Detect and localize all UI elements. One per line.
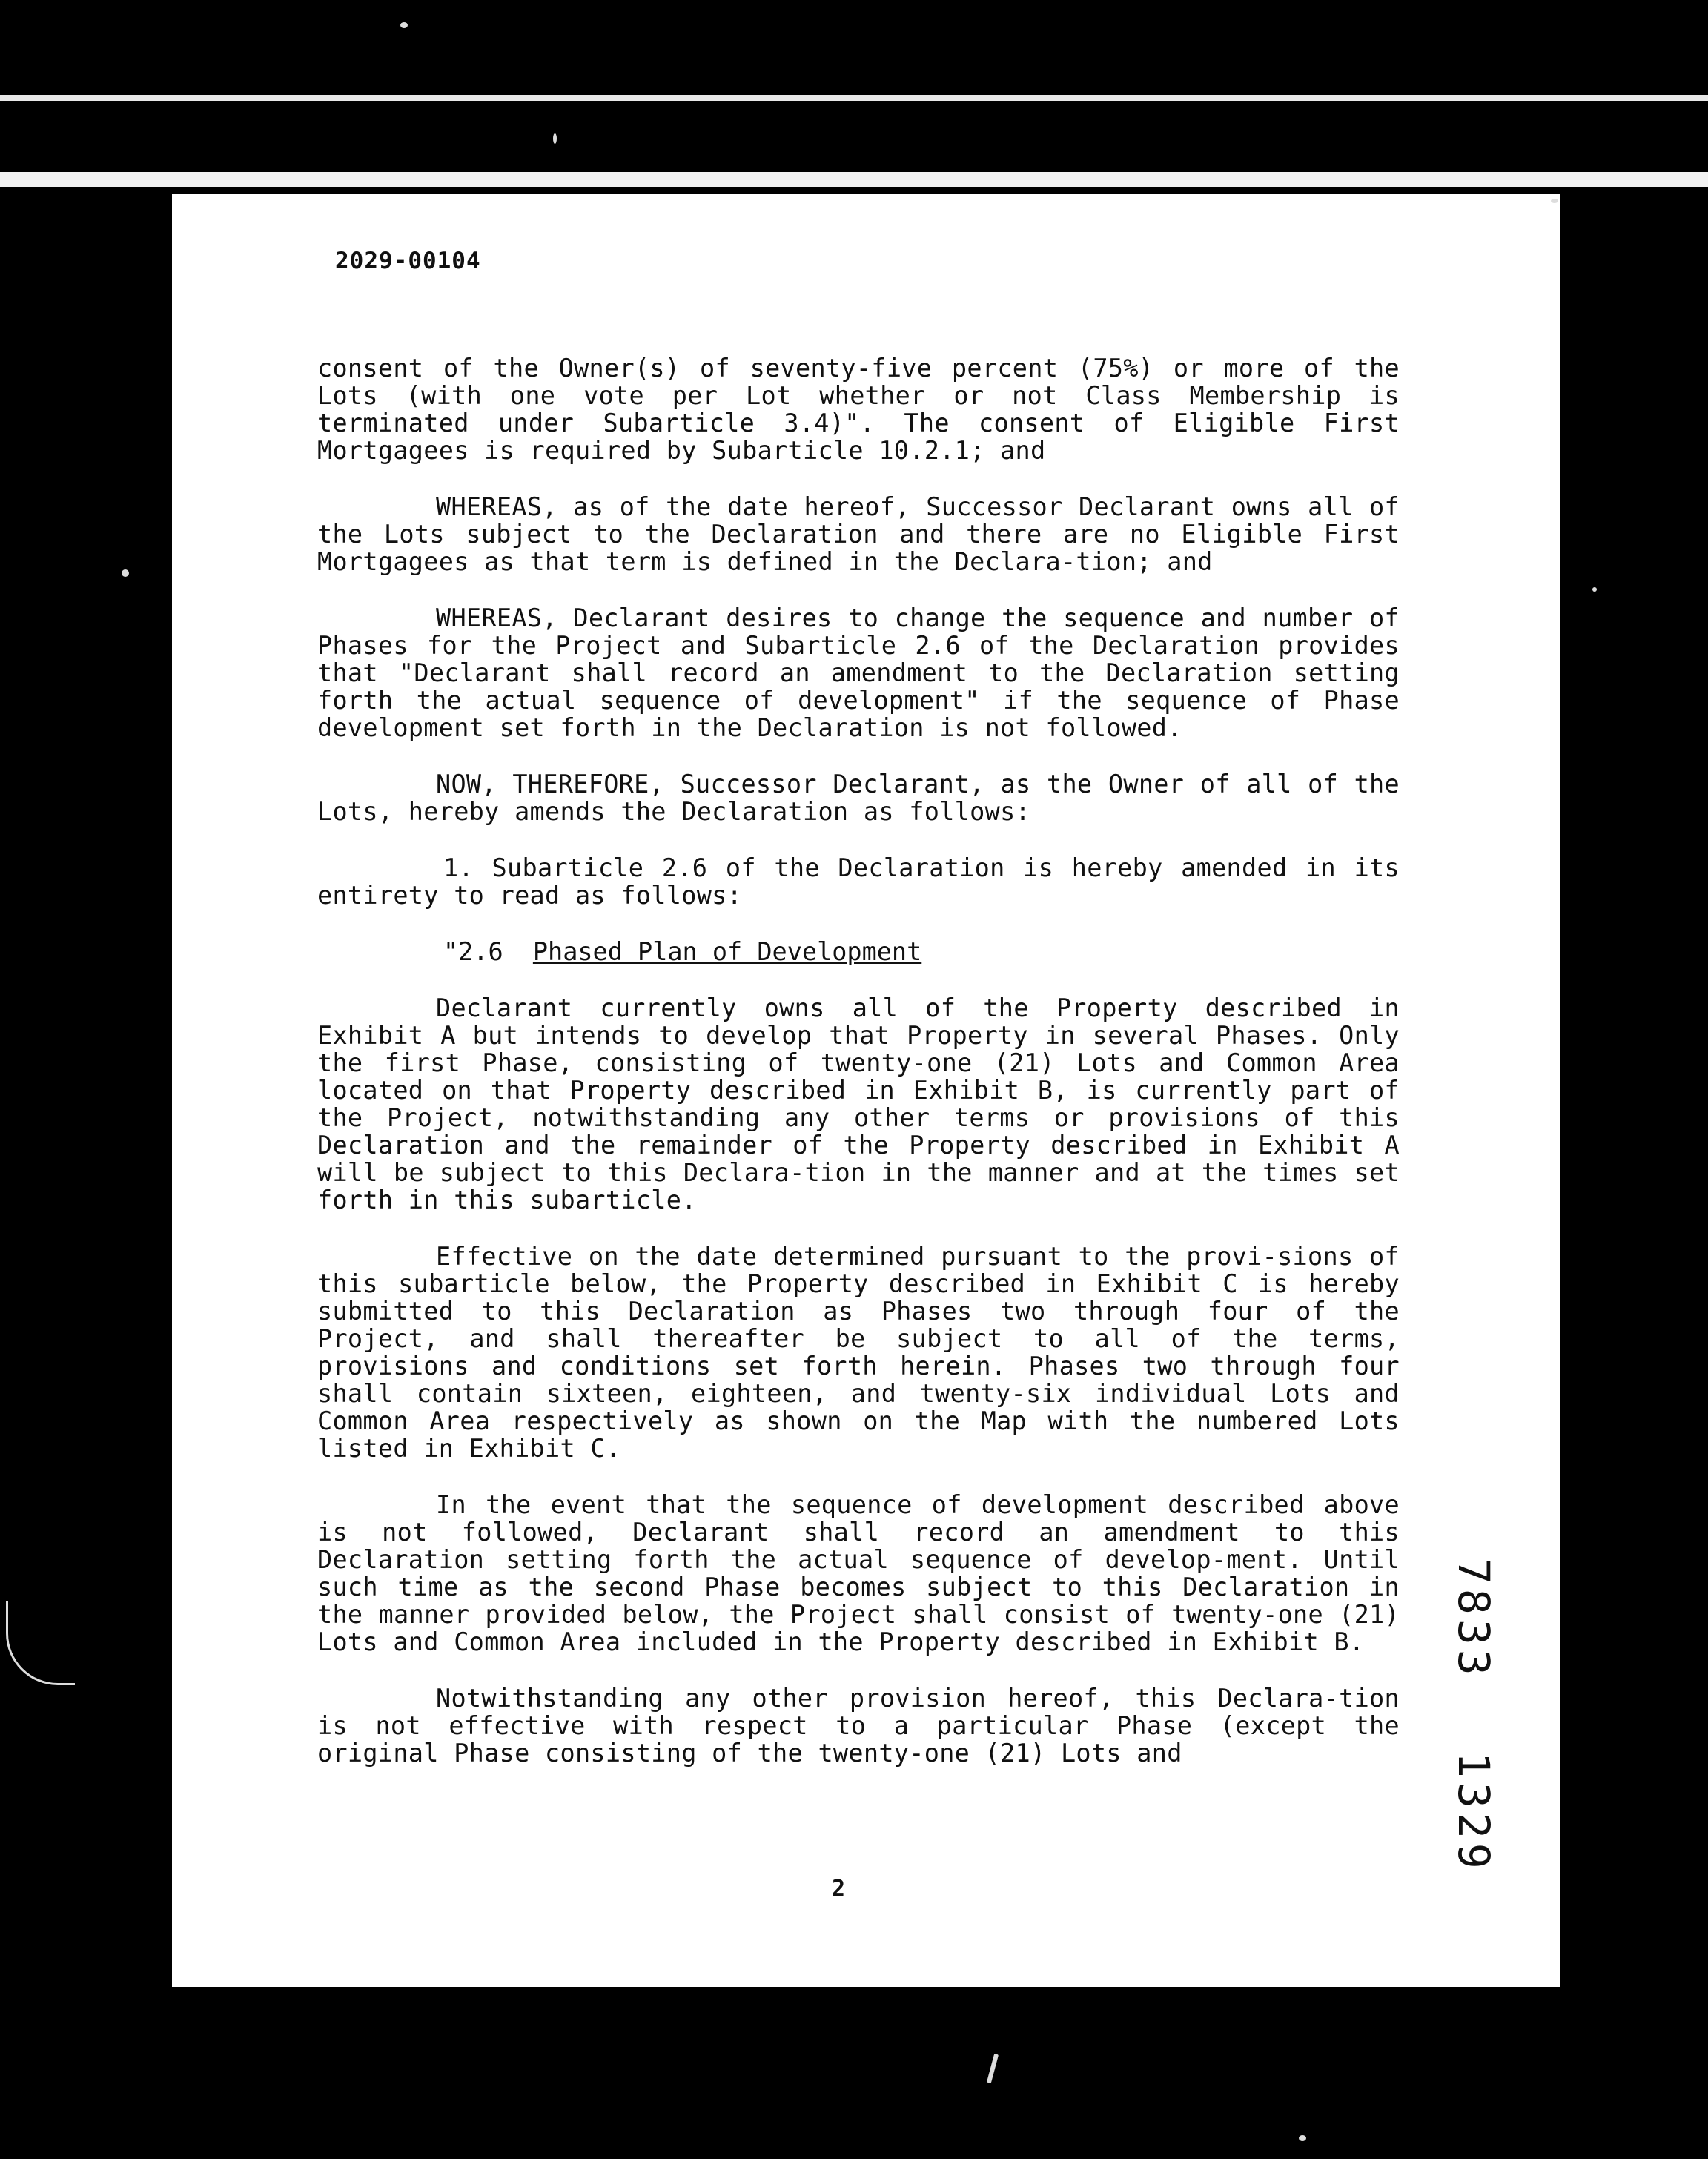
scan-speck — [400, 22, 408, 28]
recording-stamp — [1425, 1558, 1499, 1959]
document-page — [172, 194, 1560, 1987]
paragraph-whereas-sequence: WHEREAS, Declarant desires to change the sequence and number of Phases for the Project and Subarticle 2.6 of the Declaration provides that "Declarant shall record an amendment to the Declaration setting forth the actual sequence of development" if the sequence of Phase development set forth in the Declaration is not followed. — [317, 604, 1400, 742]
paragraph-consent: consent of the Owner(s) of seventy-five percent (75%) or more of the Lots (with one vote per Lot whether or not Class Membership is terminated under Subarticle 3.4)". The consent of Eligible First Mortgagees is required by Subarticle 10.2.1; and — [317, 354, 1400, 465]
scan-speck — [1299, 2135, 1306, 2141]
scan-top-line — [0, 95, 1708, 101]
paragraph-now-therefore: NOW, THEREFORE, Successor Declarant, as the Owner of all of the Lots, hereby amends the Declaration as follows: — [317, 770, 1400, 826]
recording-stamp-page: 1329 — [1449, 1751, 1499, 1874]
section-heading — [443, 938, 1400, 965]
scan-speck — [122, 569, 129, 577]
paragraph-effective: Effective on the date determined pursuant to the provi-sions of this subarticle below, the Property described in Exhibit C is hereby submitted to this Declaration as Phases two through four of the Project, and shall thereafter be subject to all of the terms, provisions and conditions set forth herein. Phases two through four shall contain sixteen, eighteen, and twenty-six individual Lots and Common Area respectively as shown on the Map with the numbered Lots listed in Exhibit C. — [317, 1242, 1400, 1463]
scan-curve-artifact — [6, 1601, 75, 1685]
scan-speck — [1592, 587, 1597, 592]
paragraph-declarant-owns: Declarant currently owns all of the Property described in Exhibit A but intends to develop that Property in several Phases. Only the first Phase, consisting of twenty-one (21) Lots and Common Area located on that Property described in Exhibit B, is currently part of the Project, notwithstanding any other terms or provisions of this Declaration and the remainder of the Property described in Exhibit A will be subject to this Declara-tion in the manner and at the times set forth in this subarticle. — [317, 993, 1400, 1214]
document-body — [317, 354, 1400, 1796]
paragraph-in-the-event: In the event that the sequence of development described above is not followed, Declarant shall record an amendment to this Declaration setting forth the actual sequence of develop-ment. Until such time as the second Phase becomes subject to this Declaration in the manner provided below, the Project shall consist of twenty-one (21) Lots and Common Area included in the Property described in Exhibit B. — [317, 1490, 1400, 1656]
scan-speck — [553, 133, 557, 144]
section-heading-title: Phased Plan of Development — [532, 937, 922, 966]
paragraph-item-1: 1. Subarticle 2.6 of the Declaration is hereby amended in its entirety to read as follows: — [317, 853, 1400, 910]
recording-stamp-book: 7833 — [1449, 1558, 1499, 1680]
paragraph-whereas-owns: WHEREAS, as of the date hereof, Successor Declarant owns all of the Lots subject to the Declaration and there are no Eligible First Mortgagees as that term is defined in the Declara-tion; and — [317, 492, 1400, 576]
scan-speck — [987, 2054, 999, 2083]
scan-speck — [1551, 199, 1558, 203]
scan-top-band — [0, 172, 1708, 187]
section-heading-number: "2.6 — [443, 937, 503, 966]
page-number: 2 — [832, 1876, 846, 1902]
paragraph-notwithstanding: Notwithstanding any other provision hereof, this Declara-tion is not effective with respect to a particular Phase (except the original Phase consisting of the twenty-one (21) Lots and — [317, 1684, 1400, 1768]
document-number: 2029-00104 — [335, 248, 481, 274]
scan-top-gap — [0, 101, 1708, 172]
